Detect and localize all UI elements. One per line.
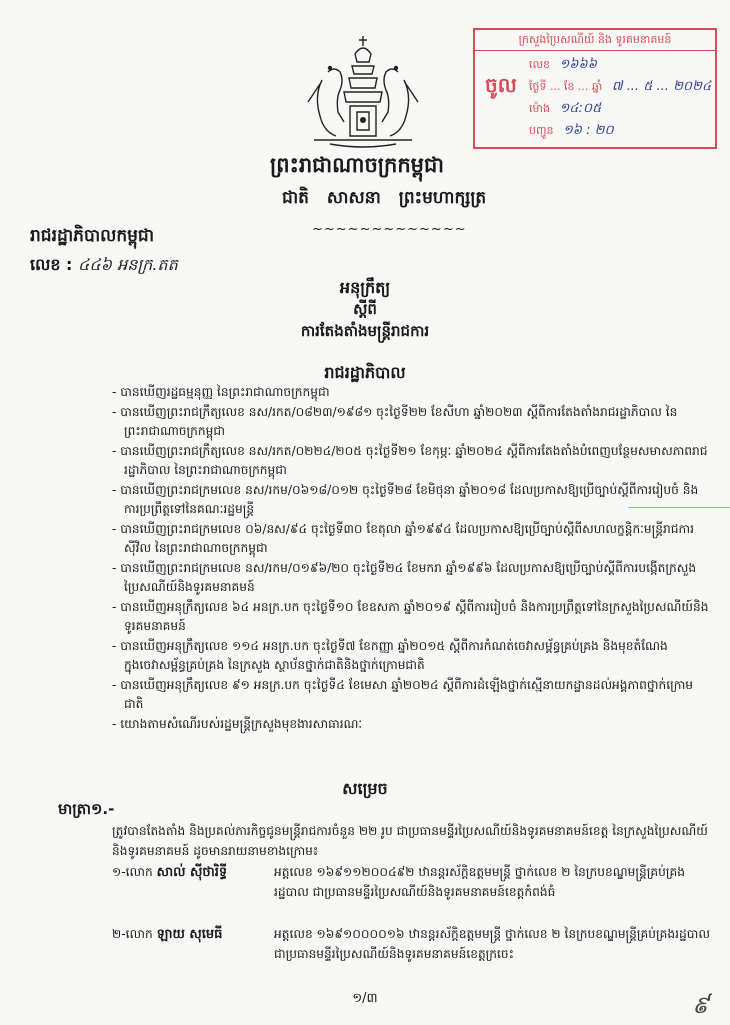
appointee-number: ២-លោក — [112, 927, 153, 941]
appointee-details: អត្តលេខ ១៦៩១១២០០៤៩២ ឋានន្តរស័ក្តិឧត្តមមន្ត្រី ថ្នាក់លេខ ២ នៃក្របខណ្ឌមន្ត្រីគ្រប់គ្រងរដ្ឋបាល ជាប្រធានមន្ទីរប្រៃសណីយ៍និងទូរគមនាគមន៍ខេត្តកំពង់ធំ — [274, 865, 685, 899]
document-subject: ការតែងតាំងមន្ត្រីរាជការ — [300, 322, 430, 340]
stamp-recipient-label: បញ្ជូន — [529, 124, 554, 137]
stamp-date-row — [529, 76, 712, 98]
consideration-item: - បានឃើញព្រះរាជក្រឹត្យលេខ នស/រកត/០២២៤/២០៥ ចុះថ្ងៃទី២១ ខែកុម្ភៈ ឆ្នាំ២០២៤ ស្តីពីការតែងតាំងបំពេញបន្ថែមសមាសភាពរាជរដ្ឋាភិបាល នៃព្រះរាជាណាចក្រកម្ពុជា — [112, 442, 712, 481]
appointee-heading — [112, 863, 272, 883]
stamp-number-label: លេខ — [529, 58, 550, 71]
ornament-divider: ~~~~~~~~~~~~~ — [312, 222, 467, 237]
consideration-item: - បានឃើញព្រះរាជក្រមលេខ ០៦/នស/៩៤ ចុះថ្ងៃទី៣០ ខែតុលា ឆ្នាំ១៩៩៤ ដែលប្រកាសឱ្យប្រើច្បាប់ស្តីពីសហលក្ខន្តិកៈមន្ត្រីរាជការស៊ីវិល នៃព្រះរាជាណាចក្រកម្ពុជា — [112, 520, 712, 559]
consideration-item: - បានឃើញព្រះរាជក្រមលេខ នស/រកម/០៦១៨/០១២ ចុះថ្ងៃទី២៨ ខែមិថុនា ឆ្នាំ២០១៨ ដែលប្រកាសឱ្យប្រើច្បាប់ស្តីពីការរៀបចំ និងការប្រព្រឹត្តទៅនៃគណៈរដ្ឋមន្ត្រី — [112, 481, 712, 520]
considerations-list — [112, 383, 712, 734]
reference-label: លេខ : — [30, 255, 73, 274]
stamp-number-value: ១៦៦៦ — [559, 57, 597, 72]
appointee-name: សាល់ ស៊ីថារិទ្ធី — [156, 865, 228, 880]
document-about: ស្តីពី — [353, 300, 377, 318]
document-title: អនុក្រឹត្យ — [339, 278, 391, 297]
appointee-number: ១-លោក — [112, 865, 153, 879]
consideration-item: - បានឃើញអនុក្រឹត្យលេខ ១១៤ អនក្រ.បក ចុះថ្ងៃទី៧ ខែកញ្ញា ឆ្នាំ២០១៥ ស្តីពីការកំណត់ចេវាសម្ព័ន្ធគ្រប់គ្រង និងមុខតំណែងក្នុងចេវាសម្ព័ន្ធគ្រប់គ្រង នៃក្រសួង ស្ថាប័នថ្នាក់ជាតិនិងថ្នាក់ក្រោមជាតិ — [112, 637, 712, 676]
stamp-time-value: ១៤:០៥ — [559, 101, 602, 116]
stamp-date-label: ថ្ងៃទី ... ខែ ... ឆ្នាំ — [529, 80, 603, 93]
stamp-recipient-row — [529, 120, 709, 142]
reference-number — [30, 254, 178, 278]
consideration-item: - បានឃើញរដ្ឋធម្មនុញ្ញ នៃព្រះរាជាណាចក្រកម្ពុជា — [112, 383, 712, 403]
national-motto: ជាតិ សាសនា ព្រះមហាក្សត្រ — [282, 188, 487, 208]
stamp-header: ក្រសួងប្រៃសណីយ៍ និង ទូរគមនាគមន៍ — [475, 30, 715, 51]
stamp-date-value: ៧ ... ៥ ... ២០២៤ — [611, 79, 712, 94]
appointee-name: ឡាយ សុមេធី — [156, 927, 223, 942]
government-heading: រាជរដ្ឋាភិបាល — [324, 363, 406, 382]
article-text: ត្រូវបានតែងតាំង និងប្រគល់ភារកិច្ចជូនមន្ត្រីរាជការចំនួន ២២ រូប ជាប្រធានមន្ទីរប្រៃសណីយ៍និងទូរគមនាគមន៍ខេត្ត នៃក្រសួងប្រៃសណីយ៍និងទូរគមនាគមន៍ ដូចមានរាយនាមខាងក្រោម៖ — [112, 824, 708, 858]
stamp-in-label: ចូល — [485, 73, 517, 97]
consideration-item: - យោងតាមសំណើរបស់រដ្ឋមន្ត្រីក្រសួងមុខងារសាធារណៈ — [112, 715, 712, 735]
consideration-item: - បានឃើញអនុក្រឹត្យលេខ ៩១ អនក្រ.បក ចុះថ្ងៃទី៤ ខែមេសា ឆ្នាំ២០២៤ ស្តីពីការដំឡើងថ្នាក់ស្មើនាយកដ្ឋានដល់អង្គភាពថ្នាក់ក្រោមជាតិ — [112, 676, 712, 715]
reference-value: ៤៤៦ អនក្រ.តត — [78, 255, 178, 274]
stamp-recipient-value: ១៦ : ២០ — [562, 123, 614, 138]
appointee-details: អត្តលេខ ១៦៩១០០០០១៦ ឋានន្តរស័ក្តិឧត្តមមន្ត្រី ថ្នាក់លេខ ២ នៃក្របខណ្ឌមន្ត្រីគ្រប់គ្រងរដ្ឋបាល ជាប្រធានមន្ទីរប្រៃសណីយ៍និងទូរគមនាគមន៍ខេត្តក្រចេះ — [274, 927, 710, 961]
received-stamp — [473, 28, 717, 149]
scan-line-mark — [628, 507, 730, 508]
consideration-item: - បានឃើញអនុក្រឹត្យលេខ ៦៤ អនក្រ.បក ចុះថ្ងៃទី១០ ខែឧសភា ឆ្នាំ២០១៩ ស្តីពីការរៀបចំ និងការប្រព្រឹត្តទៅនៃក្រសួងប្រៃសណីយ៍និងទូរគមនាគមន៍ — [112, 598, 712, 637]
kingdom-heading: ព្រះរាជាណាចក្រកម្ពុជា — [270, 153, 445, 177]
page-number: ១/៣ — [352, 991, 378, 1006]
article-label: មាត្រា១.- — [58, 800, 115, 818]
royal-emblem-icon — [300, 32, 426, 150]
stamp-number-row — [529, 54, 709, 76]
appointee-entry — [112, 863, 712, 902]
handwritten-initial: ៩ — [692, 991, 709, 1019]
consideration-item: - បានឃើញព្រះរាជក្រមលេខ នស/រកម/០១៩៦/២០ ចុះថ្ងៃទី២៤ ខែមករា ឆ្នាំ១៩៩៦ ដែលប្រកាសឱ្យប្រើច្បាប់ស្តីពីការបង្កើតក្រសួងប្រៃសណីយ៍និងទូរគមនាគមន៍ — [112, 559, 712, 598]
issuing-government: រាជរដ្ឋាភិបាលកម្ពុជា — [30, 226, 155, 246]
decision-heading: សម្រេច — [342, 779, 388, 798]
consideration-item: - បានឃើញព្រះរាជក្រឹត្យលេខ នស/រកត/០៨២៣/១៩៨១ ចុះថ្ងៃទី២២ ខែសីហា ឆ្នាំ២០២៣ ស្តីពីការតែងតាំងរាជរដ្ឋាភិបាល នៃព្រះរាជាណាចក្រកម្ពុជា — [112, 403, 712, 442]
appointee-heading — [112, 925, 272, 945]
appointee-entry — [112, 925, 712, 964]
stamp-time-label: ម៉ោង — [529, 102, 550, 115]
stamp-time-row — [529, 98, 709, 120]
